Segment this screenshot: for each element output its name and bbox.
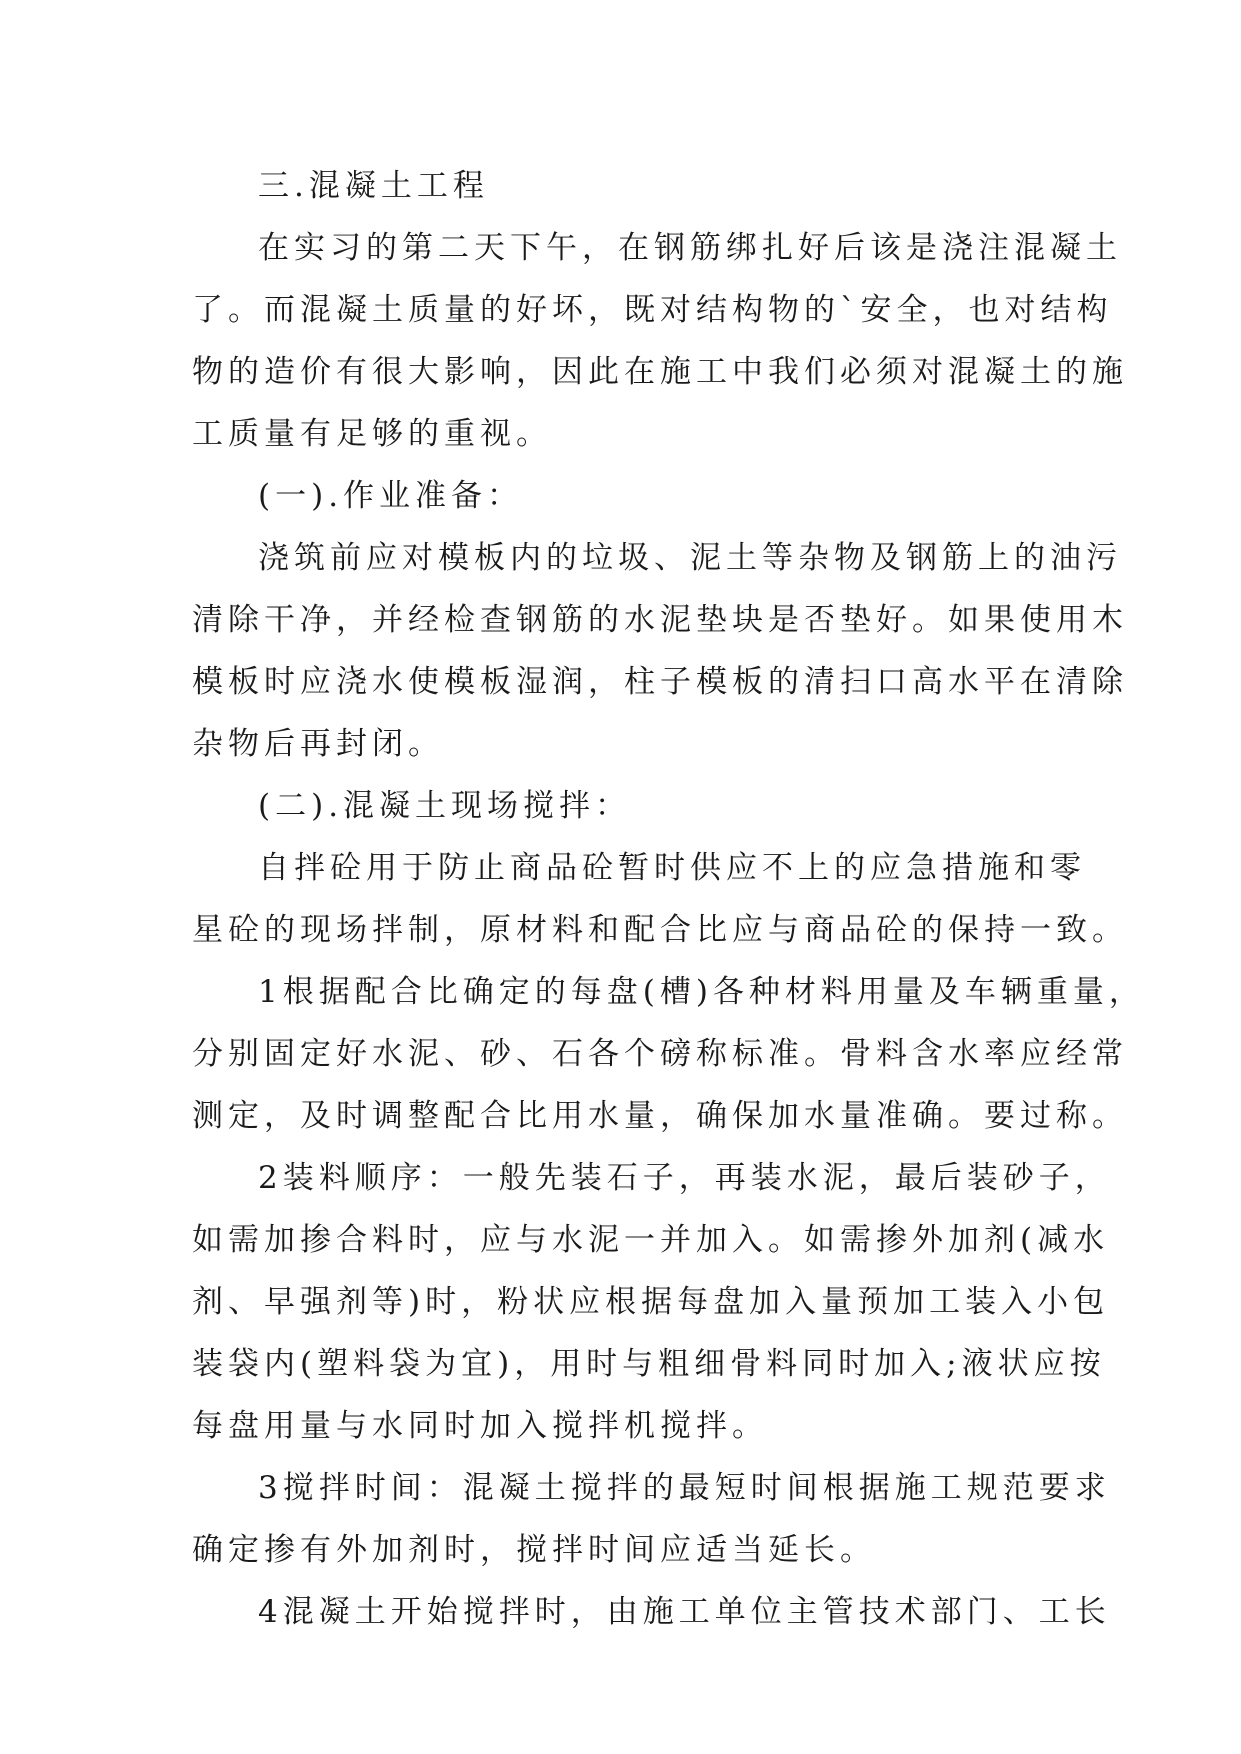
paragraph-line: 清除干净，并经检查钢筋的水泥垫块是否垫好。如果使用木 — [192, 602, 1128, 638]
paragraph-line: 4混凝土开始搅拌时，由施工单位主管技术部门、工长 — [258, 1594, 1111, 1630]
paragraph-line: 模板时应浇水使模板湿润，柱子模板的清扫口高水平在清除 — [192, 664, 1128, 700]
paragraph-line: 杂物后再封闭。 — [192, 726, 444, 762]
section-heading: 三.混凝土工程 — [258, 168, 489, 204]
paragraph-line: 浇筑前应对模板内的垃圾、泥土等杂物及钢筋上的油污 — [258, 540, 1122, 576]
paragraph-line: 装袋内(塑料袋为宜)，用时与粗细骨料同时加入;液状应按 — [192, 1346, 1106, 1382]
paragraph-line: 确定掺有外加剂时，搅拌时间应适当延长。 — [192, 1532, 876, 1568]
paragraph-line: 工质量有足够的重视。 — [192, 416, 552, 452]
subsection-heading: (一).作业准备： — [258, 478, 524, 514]
paragraph-line: 如需加掺合料时，应与水泥一并加入。如需掺外加剂(减水 — [192, 1222, 1110, 1258]
paragraph-line: 物的造价有很大影响，因此在施工中我们必须对混凝土的施 — [192, 354, 1128, 390]
paragraph-line: 在实习的第二天下午，在钢筋绑扎好后该是浇注混凝土 — [258, 230, 1122, 266]
paragraph-line: 了。而混凝土质量的好坏，既对结构物的`安全，也对结构 — [192, 292, 1113, 328]
paragraph-line: 自拌砼用于防止商品砼暂时供应不上的应急措施和零 — [258, 850, 1086, 886]
paragraph-line: 分别固定好水泥、砂、石各个磅称标准。骨料含水率应经常 — [192, 1036, 1128, 1072]
paragraph-line: 星砼的现场拌制，原材料和配合比应与商品砼的保持一致。 — [192, 912, 1128, 948]
paragraph-line: 1根据配合比确定的每盘(槽)各种材料用量及车辆重量， — [258, 974, 1145, 1010]
subsection-heading: (二).混凝土现场搅拌： — [258, 788, 632, 824]
paragraph-line: 剂、早强剂等)时，粉状应根据每盘加入量预加工装入小包 — [192, 1284, 1110, 1320]
paragraph-line: 每盘用量与水同时加入搅拌机搅拌。 — [192, 1408, 768, 1444]
paragraph-line: 2装料顺序：一般先装石子，再装水泥，最后装砂子， — [258, 1160, 1111, 1196]
paragraph-line: 3搅拌时间：混凝土搅拌的最短时间根据施工规范要求 — [258, 1470, 1111, 1506]
paragraph-line: 测定，及时调整配合比用水量，确保加水量准确。要过称。 — [192, 1098, 1128, 1134]
